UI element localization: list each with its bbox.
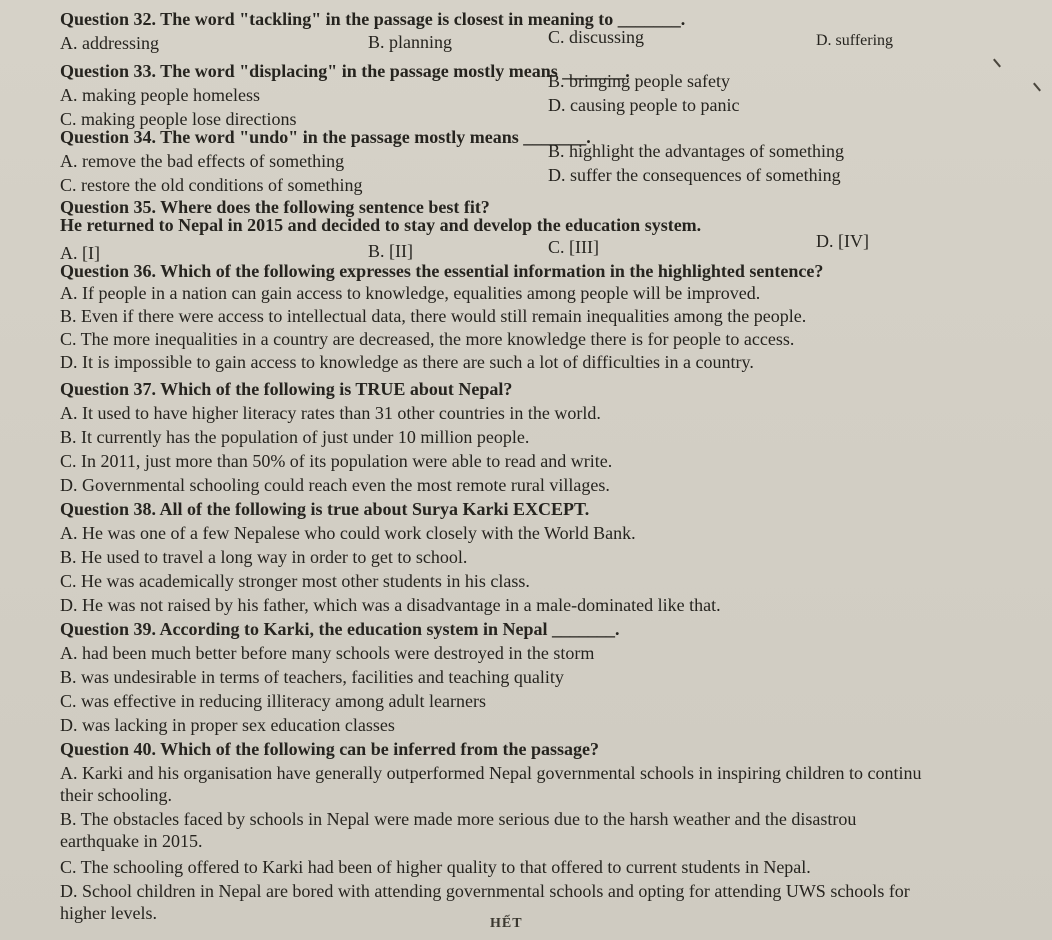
q38-option-c: C. He was academically stronger most other students in his class. [60,571,530,591]
q40-option-d: D. School children in Nepal are bored with attending governmental schools and opting for attending UWS schools for [60,881,910,901]
q39-option-d: D. was lacking in proper sex education classes [60,715,395,735]
q33-option-d: D. causing people to panic [548,95,740,115]
q34-option-c: C. restore the old conditions of something [60,175,363,195]
q34-option-b: B. highlight the advantages of something [548,141,844,161]
q39-option-c: C. was effective in reducing illiteracy among adult learners [60,691,487,711]
q39-option-b: B. was undesirable in terms of teachers, facilities and teaching quality [60,667,564,687]
q38-title: Question 38. All of the following is true about Surya Karki EXCEPT. [60,499,590,519]
q32-title: Question 32. The word "tackling" in the passage is closest in meaning to _______. [60,9,686,29]
q35-sentence: He returned to Nepal in 2015 and decided to stay and develop the education system. [60,215,702,235]
q32-option-a: A. addressing [60,33,159,53]
q39-title: Question 39. According to Karki, the education system in Nepal _______. [60,619,620,639]
q35-option-c: C. [III] [548,237,599,257]
q35-option-d: D. [IV] [816,231,869,251]
q36-option-d: D. It is impossible to gain access to knowledge as there are such a lot of difficulties in a country. [60,352,754,372]
q32-option-c: C. discussing [548,27,645,47]
q39-option-a: A. had been much better before many schools were destroyed in the storm [60,643,595,663]
q35-title: Question 35. Where does the following sentence best fit? [60,197,490,217]
q37-option-b: B. It currently has the population of just under 10 million people. [60,427,530,447]
q34-option-a: A. remove the bad effects of something [60,151,345,171]
q40-option-a-cont: their schooling. [60,785,172,805]
q40-option-b-cont: earthquake in 2015. [60,831,203,851]
q36-option-c: C. The more inequalities in a country are decreased, the more knowledge there is for people to access. [60,329,795,349]
q40-option-c: C. The schooling offered to Karki had been of higher quality to that offered to current students in Nepal. [60,857,811,877]
q33-option-a: A. making people homeless [60,85,260,105]
q34-title: Question 34. The word "undo" in the passage mostly means _______. [60,127,591,147]
q40-title: Question 40. Which of the following can be inferred from the passage? [60,739,599,759]
q32-option-d: D. suffering [816,32,894,49]
q37-option-c: C. In 2011, just more than 50% of its population were able to read and write. [60,451,613,471]
q36-option-a: A. If people in a nation can gain access to knowledge, equalities among people will be improved. [60,283,761,303]
q37-title: Question 37. Which of the following is TRUE about Nepal? [60,379,513,399]
q33-option-c: C. making people lose directions [60,109,297,129]
end-marker: HẾT [490,916,523,931]
q35-option-a: A. [I] [60,243,100,263]
q40-option-b: B. The obstacles faced by schools in Nepal were made more serious due to the harsh weather and the disastrou [60,809,857,829]
q35-option-b: B. [II] [368,241,413,261]
q36-title: Question 36. Which of the following expresses the essential information in the highlighted sentence? [60,261,824,281]
q32-option-b: B. planning [368,32,452,52]
q37-option-a: A. It used to have higher literacy rates than 31 other countries in the world. [60,403,601,423]
q38-option-a: A. He was one of a few Nepalese who could work closely with the World Bank. [60,523,636,543]
q40-option-d-cont: higher levels. [60,903,157,923]
exam-page [30,4,1050,936]
q33-option-b: B. bringing people safety [548,71,730,91]
q40-option-a: A. Karki and his organisation have generally outperformed Nepal governmental schools in inspiring children to continu [60,763,922,783]
q36-option-b: B. Even if there were access to intellectual data, there would still remain inequalities among the people. [60,306,807,326]
q38-option-d: D. He was not raised by his father, which was a disadvantage in a male-dominated like that. [60,595,721,615]
q33-title: Question 33. The word "displacing" in the passage mostly means _______. [60,61,630,81]
q38-option-b: B. He used to travel a long way in order to get to school. [60,547,468,567]
q37-option-d: D. Governmental schooling could reach even the most remote rural villages. [60,475,610,495]
q34-option-d: D. suffer the consequences of something [548,165,841,185]
